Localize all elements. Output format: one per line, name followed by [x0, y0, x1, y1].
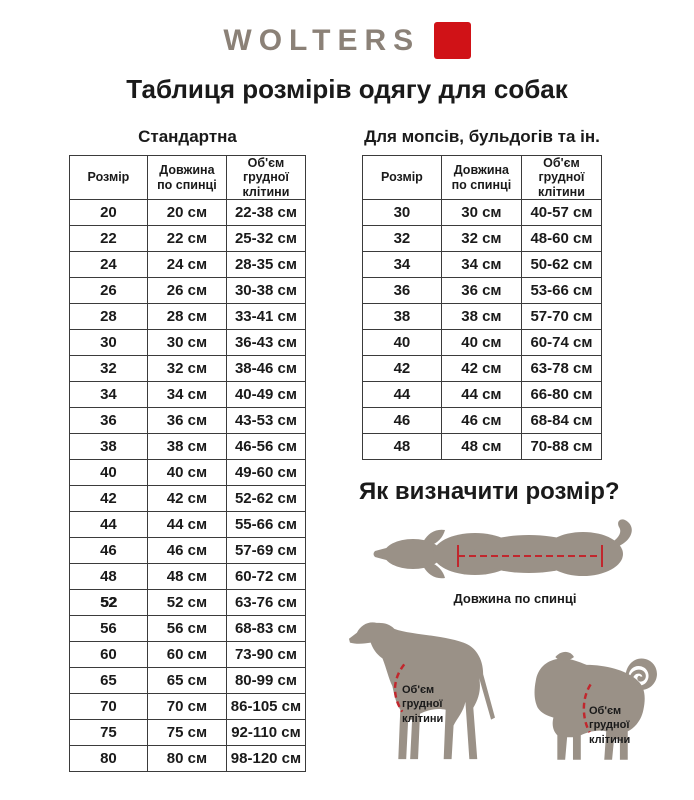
size-row [70, 616, 306, 642]
back-length-cell: 34 см [147, 382, 226, 408]
size-cell: 30 [70, 330, 148, 356]
standard-table-body [70, 200, 306, 772]
chest-girth-cell: 55-66 см [226, 512, 305, 538]
size-row [363, 226, 602, 252]
size-cell: 80 [70, 746, 148, 772]
size-row [70, 200, 306, 226]
back-length-cell: 32 см [441, 226, 521, 252]
size-cell: 65 [70, 668, 148, 694]
chest-girth-cell: 49-60 см [226, 460, 305, 486]
back-length-cell: 42 см [147, 486, 226, 512]
size-row [70, 668, 306, 694]
pug-size-section [362, 127, 602, 460]
back-length-label: Довжина по спинці [453, 591, 577, 606]
size-row [363, 408, 602, 434]
standard-size-table [69, 155, 306, 772]
back-length-cell: 38 см [441, 304, 521, 330]
size-cell: 32 [363, 226, 442, 252]
size-cell: 42 [70, 486, 148, 512]
brand-header [0, 22, 694, 59]
chest-girth-cell: 25-32 см [226, 226, 305, 252]
back-length-cell: 26 см [147, 278, 226, 304]
header-back-length: Довжина по спинці [147, 156, 226, 200]
size-cell: 48 [70, 564, 148, 590]
chest-girth-cell: 33-41 см [226, 304, 305, 330]
size-cell: 20 [70, 200, 148, 226]
chest-girth-cell: 98-120 см [226, 746, 305, 772]
size-row [70, 642, 306, 668]
back-length-cell: 36 см [441, 278, 521, 304]
back-length-cell: 32 см [147, 356, 226, 382]
size-cell: 46 [363, 408, 442, 434]
size-cell: 38 [363, 304, 442, 330]
back-length-cell: 22 см [147, 226, 226, 252]
size-row [70, 746, 306, 772]
chest-girth-cell: 70-88 см [521, 434, 601, 460]
size-cell: 38 [70, 434, 148, 460]
dog-top-view-illustration [371, 516, 639, 592]
size-row [363, 278, 602, 304]
size-cell: 32 [70, 356, 148, 382]
chest-girth-label-bulldog: Об'єм грудної клітини [589, 705, 631, 746]
size-cell: 22 [70, 226, 148, 252]
size-cell: 52 [70, 590, 148, 616]
size-row [70, 486, 306, 512]
chest-girth-label-dog: Об'єм грудної клітини [402, 684, 444, 725]
wolters-logo-text: WOLTERS [223, 23, 421, 57]
size-row [363, 382, 602, 408]
chest-girth-cell: 92-110 см [226, 720, 305, 746]
back-length-cell: 46 см [441, 408, 521, 434]
chest-girth-cell: 66-80 см [521, 382, 601, 408]
size-row [363, 304, 602, 330]
size-row [70, 252, 306, 278]
pug-table-header-row [363, 156, 602, 200]
header-size: Розмір [363, 156, 442, 200]
back-length-cell: 70 см [147, 694, 226, 720]
back-length-cell: 52 см [147, 590, 226, 616]
chest-girth-cell: 48-60 см [521, 226, 601, 252]
back-length-cell: 44 см [147, 512, 226, 538]
pug-size-table [362, 155, 602, 460]
chest-girth-cell: 36-43 см [226, 330, 305, 356]
size-row [70, 434, 306, 460]
size-row [363, 356, 602, 382]
size-cell: 36 [363, 278, 442, 304]
chest-girth-cell: 73-90 см [226, 642, 305, 668]
size-guide-title: Як визначити розмір? [359, 478, 620, 505]
chest-girth-cell: 50-62 см [521, 252, 601, 278]
back-length-cell: 20 см [147, 200, 226, 226]
back-length-cell: 24 см [147, 252, 226, 278]
size-row [363, 330, 602, 356]
chest-girth-cell: 68-84 см [521, 408, 601, 434]
back-length-cell: 60 см [147, 642, 226, 668]
size-row [70, 720, 306, 746]
size-cell: 44 [363, 382, 442, 408]
size-row [363, 252, 602, 278]
size-row [70, 356, 306, 382]
size-cell: 24 [70, 252, 148, 278]
chest-girth-cell: 60-72 см [226, 564, 305, 590]
size-cell: 28 [70, 304, 148, 330]
back-length-cell: 46 см [147, 538, 226, 564]
size-cell: 75 [70, 720, 148, 746]
size-cell: 48 [363, 434, 442, 460]
chest-girth-cell: 57-69 см [226, 538, 305, 564]
size-cell: 44 [70, 512, 148, 538]
back-length-cell: 34 см [441, 252, 521, 278]
back-length-cell: 40 см [147, 460, 226, 486]
back-length-cell: 30 см [147, 330, 226, 356]
page-title: Таблиця розмірів одягу для собак [126, 74, 568, 104]
dog-top-view-silhouette [374, 519, 632, 578]
size-row [363, 200, 602, 226]
size-row [70, 590, 306, 616]
size-row [70, 330, 306, 356]
chest-girth-cell: 30-38 см [226, 278, 305, 304]
size-row [70, 512, 306, 538]
header-back-length: Довжина по спинці [441, 156, 521, 200]
header-chest-girth: Об'єм грудної клітини [521, 156, 601, 200]
size-cell: 40 [363, 330, 442, 356]
chest-girth-cell: 63-78 см [521, 356, 601, 382]
chest-girth-cell: 46-56 см [226, 434, 305, 460]
chest-girth-cell: 60-74 см [521, 330, 601, 356]
size-cell: 56 [70, 616, 148, 642]
back-length-cell: 42 см [441, 356, 521, 382]
size-cell: 30 [363, 200, 442, 226]
standard-size-section [69, 127, 306, 772]
chest-girth-cell: 52-62 см [226, 486, 305, 512]
back-length-cell: 44 см [441, 382, 521, 408]
back-length-cell: 65 см [147, 668, 226, 694]
chest-girth-cell: 53-66 см [521, 278, 601, 304]
size-cell: 42 [363, 356, 442, 382]
size-guide-section [345, 478, 675, 800]
size-cell: 40 [70, 460, 148, 486]
size-cell: 60 [70, 642, 148, 668]
chest-girth-cell: 57-70 см [521, 304, 601, 330]
standard-table-header-row [70, 156, 306, 200]
chest-girth-cell: 40-49 см [226, 382, 305, 408]
pug-table-body [363, 200, 602, 460]
chest-girth-cell: 43-53 см [226, 408, 305, 434]
chest-girth-cell: 86-105 см [226, 694, 305, 720]
size-row [363, 434, 602, 460]
back-length-cell: 80 см [147, 746, 226, 772]
size-cell: 70 [70, 694, 148, 720]
size-row [70, 694, 306, 720]
back-length-cell: 40 см [441, 330, 521, 356]
chest-girth-cell: 68-83 см [226, 616, 305, 642]
size-cell: 26 [70, 278, 148, 304]
size-row [70, 226, 306, 252]
back-length-cell: 30 см [441, 200, 521, 226]
back-length-cell: 38 см [147, 434, 226, 460]
size-row [70, 538, 306, 564]
pug-table-title: Для мопсів, бульдогів та ін. [364, 127, 600, 146]
chest-girth-cell: 22-38 см [226, 200, 305, 226]
back-length-cell: 28 см [147, 304, 226, 330]
size-row [70, 460, 306, 486]
size-row [70, 304, 306, 330]
chest-girth-cell: 63-76 см [226, 590, 305, 616]
chest-girth-cell: 38-46 см [226, 356, 305, 382]
back-length-cell: 36 см [147, 408, 226, 434]
standard-table-title: Стандартна [138, 127, 237, 146]
chest-girth-cell: 80-99 см [226, 668, 305, 694]
size-row [70, 408, 306, 434]
chest-girth-cell: 28-35 см [226, 252, 305, 278]
size-cell: 36 [70, 408, 148, 434]
size-cell: 34 [363, 252, 442, 278]
back-length-cell: 75 см [147, 720, 226, 746]
size-cell: 34 [70, 382, 148, 408]
size-row [70, 564, 306, 590]
back-length-cell: 56 см [147, 616, 226, 642]
wolters-logo-square-icon [434, 22, 471, 59]
chest-girth-cell: 40-57 см [521, 200, 601, 226]
size-row [70, 278, 306, 304]
back-length-cell: 48 см [441, 434, 521, 460]
size-row [70, 382, 306, 408]
size-cell: 46 [70, 538, 148, 564]
back-length-cell: 48 см [147, 564, 226, 590]
header-chest-girth: Об'єм грудної клітини [226, 156, 305, 200]
header-size: Розмір [70, 156, 148, 200]
